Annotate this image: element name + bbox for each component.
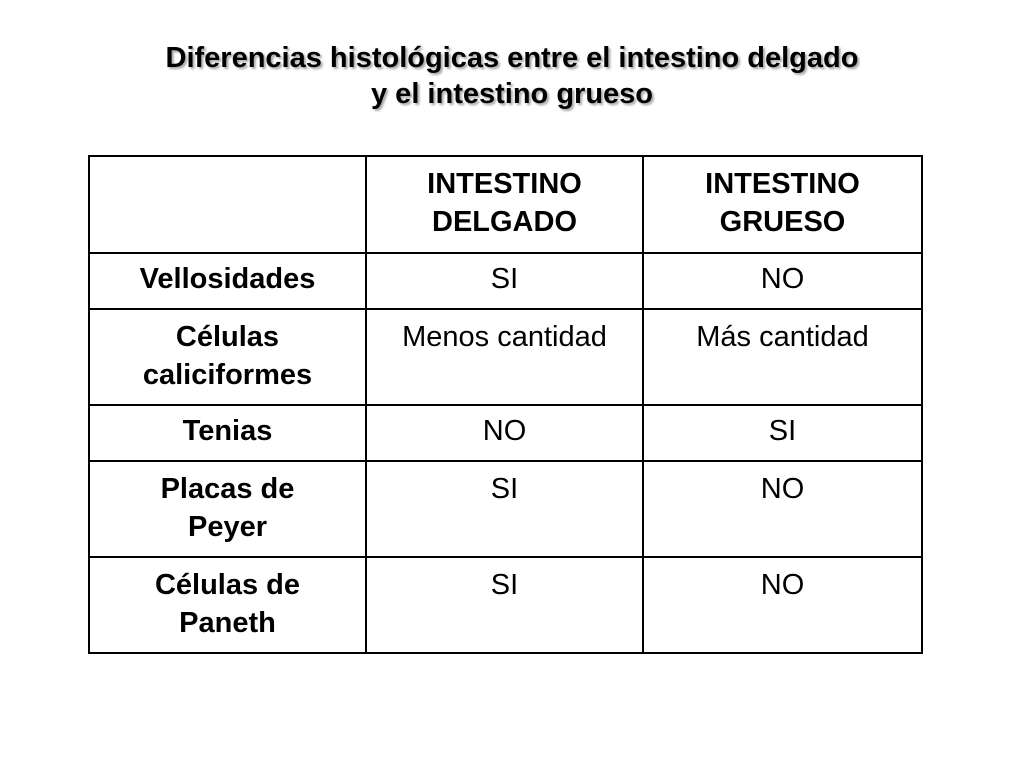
delgado-value-cell: SI [366,461,643,557]
row-label-cell [89,253,366,309]
row-label-line: Células [175,321,280,353]
slide-title-line-2: y el intestino grueso [371,78,653,110]
slide-title [0,40,1024,112]
header-cell-intestino-delgado [366,156,643,253]
row-label-cell [89,309,366,405]
row-label-line: Peyer [187,511,267,543]
row-label-cell [89,405,366,461]
row-label-line: caliciformes [142,359,313,391]
header-cell-empty [89,156,366,253]
grueso-value-cell: SI [643,405,922,461]
grueso-value-cell: Más cantidad [643,309,922,405]
delgado-value-cell: SI [366,557,643,653]
grueso-value-cell: NO [643,461,922,557]
table-row-placas-de-peyer [89,461,922,557]
grueso-value-cell: NO [643,557,922,653]
row-label-cell [89,557,366,653]
delgado-value-cell: NO [366,405,643,461]
header-line: GRUESO [719,206,846,238]
table-row-celulas-de-paneth [89,557,922,653]
slide-title-line-1: Diferencias histológicas entre el intestino delgado [165,42,859,74]
table-row-celulas-caliciformes [89,309,922,405]
table-row-tenias [89,405,922,461]
row-label-line: Tenias [182,415,273,447]
comparison-table [88,155,923,654]
header-line: INTESTINO [705,168,860,200]
table-header-row [89,156,922,253]
grueso-value-cell: NO [643,253,922,309]
header-cell-intestino-grueso [643,156,922,253]
row-label-line: Placas de [160,473,295,505]
header-line: INTESTINO [427,168,582,200]
row-label-line: Células de [154,569,301,601]
row-label-cell [89,461,366,557]
header-line: DELGADO [432,206,577,238]
delgado-value-cell: SI [366,253,643,309]
delgado-value-cell: Menos cantidad [366,309,643,405]
row-label-line: Paneth [179,607,276,639]
table-row-vellosidades [89,253,922,309]
row-label-line: Vellosidades [139,263,316,295]
